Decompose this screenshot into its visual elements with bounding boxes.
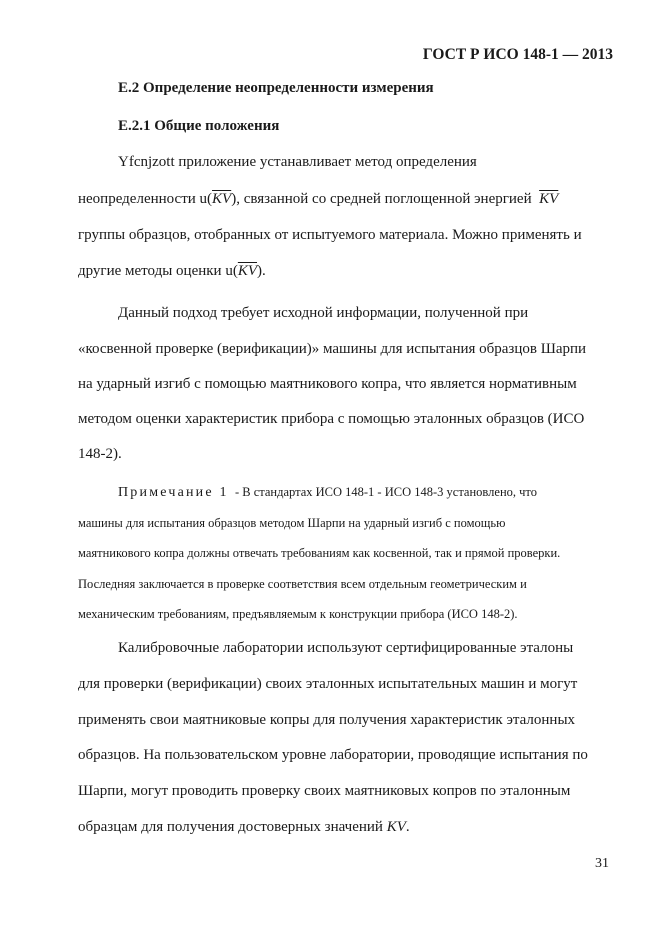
note-line2: машины для испытания образцов методом Шарпи на ударный изгиб с помощью: [78, 516, 506, 530]
para1-line3: группы образцов, отобранных от испытуемого материала. Можно применять и: [78, 227, 582, 243]
note-line3: маятникового копра должны отвечать требованиям как косвенной, так и прямой проверки.: [78, 546, 561, 560]
para1-line2-end: ), связанной со средней поглощенной энергией: [231, 191, 532, 207]
para1-line2-start: неопределенности u(: [78, 191, 213, 207]
para3-line6-start: образцам для получения достоверных значений: [78, 819, 387, 835]
para2-line1: Данный подход требует исходной информации, полученной при: [118, 305, 529, 321]
para1-line4-start: другие методы оценки u(: [78, 263, 238, 279]
para3-line3: применять свои маятниковые копры для получения характеристик эталонных: [78, 712, 576, 728]
note-label: Примечание 1: [118, 485, 229, 500]
kv-symbol: $\overline{KV}$: [237, 263, 258, 279]
kv-symbol: KV: [386, 819, 406, 835]
para2-line5: 148-2).: [78, 446, 122, 462]
document-header: ГОСТ Р ИСО 148-1 — 2013: [422, 46, 613, 63]
note-line5: механическим требованиям, предъявляемым к конструкции прибора (ИСО 148-2).: [78, 607, 518, 621]
para1-line4: [78, 263, 266, 280]
para2-line3: на ударный изгиб с помощью маятникового копра, что является нормативным: [78, 376, 577, 392]
para3-line4: образцов. На пользовательском уровне лаборатории, проводящие испытания по: [78, 747, 588, 763]
note-line4: Последняя заключается в проверке соответствия всем отдельным геометрическим и: [78, 577, 527, 591]
note-line1-text: - В стандартах ИСО 148-1 - ИСО 148-3 установлено, что: [234, 485, 537, 499]
page-number: 31: [595, 856, 609, 871]
para2-line4: методом оценки характеристик прибора с помощью эталонных образцов (ИСО: [78, 411, 585, 427]
subsection-heading: Е.2.1 Общие положения: [118, 118, 280, 134]
para1-line2: [78, 191, 558, 208]
para2-line2: «косвенной проверке (верификации)» машины для испытания образцов Шарпи: [78, 341, 587, 357]
para3-line6-end: .: [405, 819, 410, 835]
para3-line6: [78, 819, 410, 836]
kv-symbol: $\overline{KV}$: [212, 191, 232, 207]
para3-line2: для проверки (верификации) своих эталонных испытательных машин и могут: [78, 676, 578, 692]
kv-symbol: $\overline{KV}$: [539, 191, 559, 207]
para3-line1: Калибровочные лаборатории используют сертифицированные эталоны: [118, 640, 574, 656]
para3-line5: Шарпи, могут проводить проверку своих маятниковых копров по эталонным: [78, 783, 571, 799]
section-heading: Е.2 Определение неопределенности измерения: [118, 80, 434, 96]
note-line1: [118, 485, 537, 501]
para1-line4-end: ).: [257, 263, 266, 279]
para1-line1: Yfcnjzott приложение устанавливает метод определения: [118, 154, 477, 170]
